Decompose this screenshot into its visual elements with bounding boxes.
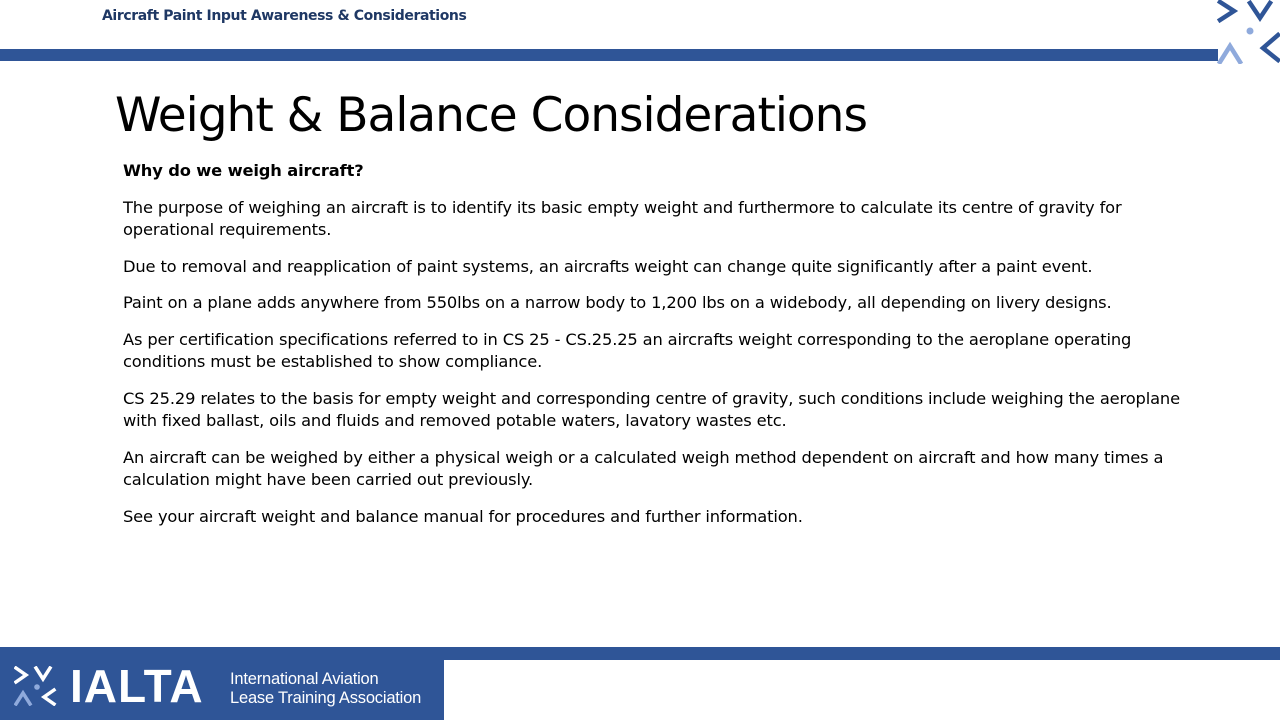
- ialta-mark-icon: [1214, 0, 1280, 64]
- ialta-footer-logo: [0, 647, 444, 720]
- header-divider-bar: [0, 49, 1218, 61]
- body-paragraph: As per certification specifications referred to in CS 25 - CS.25.25 an aircrafts weight corresponding to the aeroplane operating conditions must be established to show compliance.: [123, 329, 1132, 371]
- ialta-mark-icon: [14, 666, 58, 706]
- body-paragraph: The purpose of weighing an aircraft is to identify its basic empty weight and furthermore to calculate its centre of gravity for operational requirements.: [123, 197, 1122, 239]
- footer-divider-bar: [444, 647, 1280, 660]
- slide-question: Why do we weigh aircraft?: [123, 161, 364, 180]
- body-paragraph: See your aircraft weight and balance manual for procedures and further information.: [123, 506, 803, 526]
- body-paragraph: Due to removal and reapplication of paint systems, an aircrafts weight can change quite significantly after a paint event.: [123, 256, 1093, 276]
- body-paragraph: Paint on a plane adds anywhere from 550lbs on a narrow body to 1,200 lbs on a widebody, all depending on livery designs.: [123, 293, 1112, 312]
- footer-organization-name: [230, 670, 421, 708]
- footer-name-line-1: International Aviation: [230, 670, 379, 688]
- slide-title: Weight & Balance Considerations: [115, 88, 867, 143]
- footer-logo-acronym: IALTA: [70, 660, 204, 712]
- body-paragraph: An aircraft can be weighed by either a physical weigh or a calculated weigh method dependent on aircraft and how many times a calculation might have been carried out previously.: [123, 447, 1164, 489]
- header-title: Aircraft Paint Input Awareness & Considerations: [102, 8, 467, 24]
- slide-body: [123, 160, 1208, 542]
- body-paragraph: CS 25.29 relates to the basis for empty weight and corresponding centre of gravity, such conditions include weighing the aeroplane with fixed ballast, oils and fluids and removed potable waters, lavatory wastes etc.: [123, 388, 1180, 430]
- footer-name-line-2: Lease Training Association: [230, 689, 422, 707]
